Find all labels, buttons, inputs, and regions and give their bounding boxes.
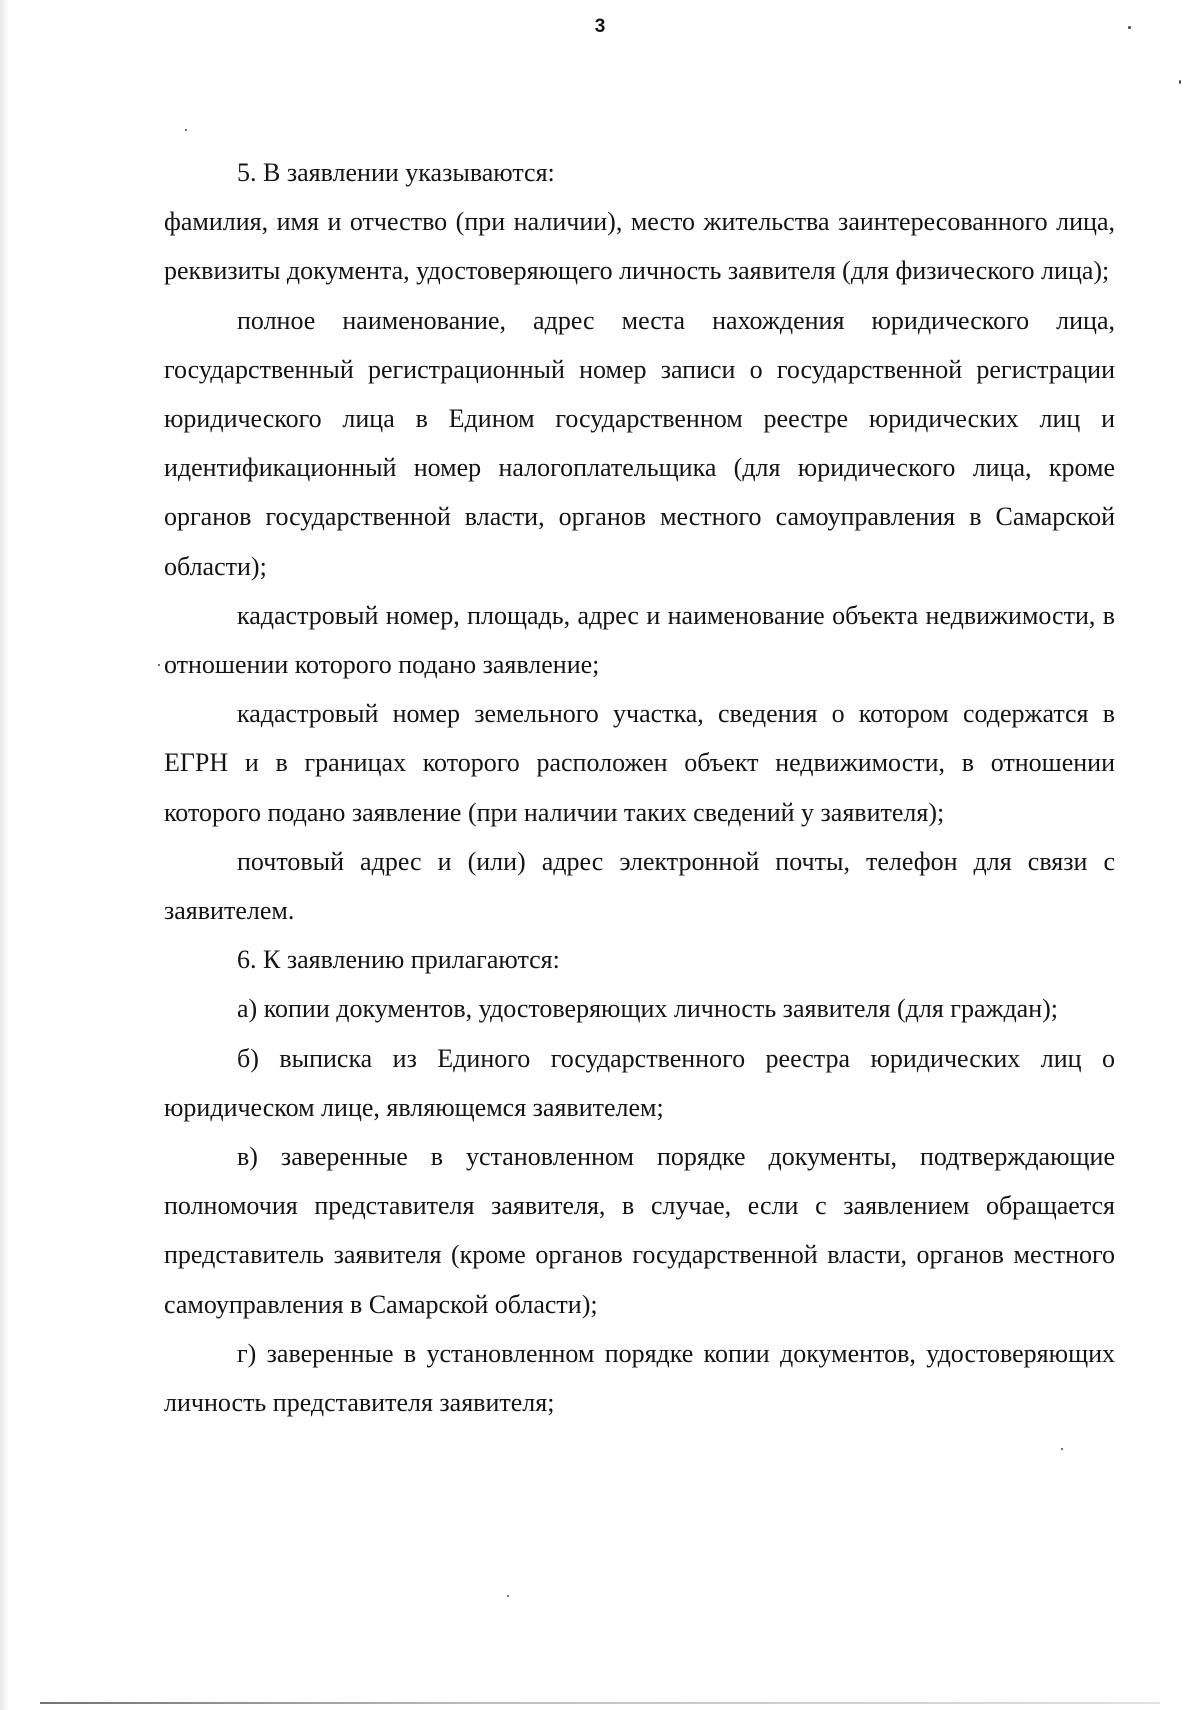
scan-speck bbox=[507, 1595, 509, 1597]
scan-edge-shadow bbox=[0, 0, 9, 1710]
scan-speck bbox=[1128, 26, 1131, 29]
list-item-g: г) заверенные в установленном порядке копии документов, удостоверяющих личность представителя заявителя; bbox=[164, 1338, 1115, 1418]
document-body bbox=[164, 148, 1115, 1427]
paragraph-cadastral-land: кадастровый номер земельного участка, сведения о котором содержатся в ЕГРН и в границах которого расположен объект недвижимости, в отношении которого подано заявление (при наличии таких сведений у заявителя); bbox=[164, 699, 1115, 827]
paragraph-legal-entity: полное наименование, адрес места нахождения юридического лица, государственный регистрационный номер записи о государственной регистрации юридического лица в Едином государственном реестре юридических лиц и идентификационный номер налогоплательщика (для юридического лица, кроме органов государственной власти, органов местного самоуправления в Самарской области); bbox=[164, 305, 1115, 581]
section-5-heading: 5. В заявлении указываются: bbox=[237, 158, 555, 187]
paragraph-cadastral-object: кадастровый номер, площадь, адрес и наименование объекта недвижимости, в отношении которого подано заявление; bbox=[164, 600, 1115, 680]
scan-speck bbox=[1179, 80, 1181, 84]
list-item-b: б) выписка из Единого государственного реестра юридических лиц о юридическом лице, являющемся заявителем; bbox=[164, 1043, 1115, 1122]
list-item-a: а) копии документов, удостоверяющих личность заявителя (для граждан); bbox=[237, 994, 1059, 1024]
page-number: 3 bbox=[594, 16, 606, 37]
section-6-heading: 6. К заявлению прилагаются: bbox=[237, 945, 560, 975]
scan-speck bbox=[158, 664, 160, 666]
scan-speck bbox=[1061, 1448, 1063, 1450]
list-item-v: в) заверенные в установленном порядке документы, подтверждающие полномочия представителя заявителя, в случае, если с заявлением обращается представитель заявителя (кроме органов государственной власти, органов местного самоуправления в Самарской области); bbox=[164, 1142, 1115, 1319]
scan-speck bbox=[185, 129, 187, 131]
scan-bottom-edge bbox=[40, 1702, 1160, 1704]
paragraph-applicant-name: фамилия, имя и отчество (при наличии), место жительства заинтересованного лица, реквизиты документа, удостоверяющего личность заявителя (для физического лица); bbox=[164, 207, 1115, 286]
paragraph-contacts: почтовый адрес и (или) адрес электронной почты, телефон для связи с заявителем. bbox=[164, 846, 1115, 926]
